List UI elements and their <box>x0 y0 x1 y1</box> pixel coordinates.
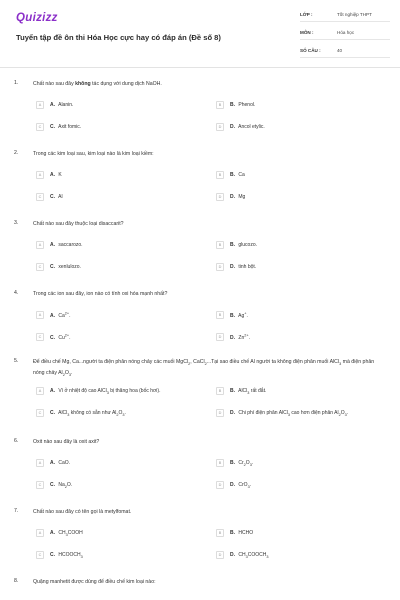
option-label: A. <box>50 387 55 394</box>
option-text <box>230 410 348 417</box>
option-text <box>50 242 83 248</box>
option-letter-box: D <box>216 481 224 489</box>
option-text <box>230 460 253 467</box>
option-text <box>230 194 245 200</box>
option-letter-box: B <box>216 387 224 395</box>
meta-value: Tốt nghiệp THPT <box>337 12 372 17</box>
option-label: A. <box>50 529 55 536</box>
option-content: xenlulozo. <box>57 264 81 270</box>
option-content: $CH_3COOH$ <box>57 529 83 537</box>
question-number: 5. <box>14 358 19 364</box>
option-content: AlCl$_3$ rất đắt. <box>237 387 267 395</box>
option-label: C. <box>50 264 55 270</box>
option-label: B. <box>230 102 235 108</box>
option-letter-box: A <box>36 241 44 249</box>
option-text <box>230 552 269 559</box>
answer-option-c[interactable] <box>36 480 72 490</box>
answer-option-a[interactable] <box>36 100 73 110</box>
option-text <box>230 311 248 319</box>
option-content: CaO. <box>57 460 71 466</box>
option-letter-box: C <box>36 409 44 417</box>
option-letter-box: A <box>36 101 44 109</box>
option-text <box>230 333 250 341</box>
option-label: B. <box>230 172 235 178</box>
answer-option-a[interactable] <box>36 310 71 320</box>
question-number: 4. <box>14 290 19 296</box>
option-content: saccarozo. <box>57 242 83 248</box>
option-content: AlCl$_3$ không có sẵn như $Al_2O_3$. <box>57 409 126 417</box>
question-number: 3. <box>14 220 19 226</box>
option-label: C. <box>50 551 55 558</box>
question-text: Chất nào sau đây có tên gọi là metylfomat. <box>33 509 132 515</box>
option-letter-box: D <box>216 333 224 341</box>
option-letter-box: D <box>216 193 224 201</box>
answer-option-d[interactable] <box>216 332 250 342</box>
option-content: $Cu^{2+}$. <box>57 333 71 341</box>
option-label: C. <box>50 481 55 488</box>
option-text <box>50 333 71 341</box>
page-title: Tuyển tập đề ôn thi Hóa Học cực hay có đáp án (Đề số 8) <box>16 33 221 42</box>
option-label: A. <box>50 460 55 466</box>
question-number: 7. <box>14 508 19 514</box>
option-text <box>50 552 83 559</box>
answer-option-b[interactable] <box>216 310 248 320</box>
option-label: D. <box>230 409 235 416</box>
answer-option-c[interactable] <box>36 262 81 272</box>
option-content: Ancol etylic. <box>237 124 265 130</box>
option-letter-box: B <box>216 101 224 109</box>
answer-option-a[interactable] <box>36 240 83 250</box>
option-label: C. <box>50 124 55 130</box>
meta-label: MÔN : <box>300 30 314 35</box>
option-text <box>50 194 63 200</box>
question-text: Trong các ion sau đây, ion nào có tính oxi hóa mạnh nhất? <box>33 291 168 297</box>
option-content: Ag+. <box>237 311 248 319</box>
option-content: Phenol. <box>237 102 256 108</box>
option-label: C. <box>50 409 55 416</box>
option-content: $Na_2O$. <box>57 481 73 489</box>
option-letter-box: C <box>36 263 44 271</box>
option-text <box>50 530 83 537</box>
option-label: D. <box>230 334 235 341</box>
answer-option-c[interactable] <box>36 408 126 418</box>
question-number: 2. <box>14 150 19 156</box>
option-content: Mg <box>237 194 246 200</box>
question-text: Oxit nào sau đây là oxit axit? <box>33 439 100 445</box>
quizizz-logo: Quizizz <box>16 12 58 24</box>
answer-option-a[interactable] <box>36 458 70 468</box>
answer-option-d[interactable] <box>216 550 269 560</box>
meta-row-subject <box>300 26 390 40</box>
option-content: Ca <box>237 172 245 178</box>
answer-option-d[interactable] <box>216 192 245 202</box>
option-letter-box: A <box>36 171 44 179</box>
option-label: B. <box>230 530 235 536</box>
answer-option-c[interactable] <box>36 332 71 342</box>
option-letter-box: C <box>36 193 44 201</box>
option-label: A. <box>50 102 55 108</box>
question-text: Để điều chế Mg, Ca...người ta điện phân nóng chảy các muối MgCl$_2$, CaCl$_2$...Tại sao điều chế Al người ta không điện phân muối AlCl$_3$ mà điện phân nóng chảy $Al_2O_3$. <box>33 359 375 377</box>
option-text <box>50 264 81 270</box>
option-label: B. <box>230 312 235 319</box>
answer-option-b[interactable] <box>216 528 253 538</box>
option-content: K <box>57 172 62 178</box>
answer-option-a[interactable] <box>36 528 83 538</box>
option-content: Axit fomic. <box>57 124 82 130</box>
option-label: A. <box>50 242 55 248</box>
option-text <box>50 482 72 489</box>
answer-option-b[interactable] <box>216 100 255 110</box>
option-text <box>50 172 62 178</box>
answer-option-c[interactable] <box>36 192 63 202</box>
option-content: $CH_3COOCH_3$ <box>237 551 269 559</box>
option-content: Chi phí điện phân AlCl$_3$ cao hơn điện phân $Al_2O_3$. <box>237 409 349 417</box>
option-content: $Ca^{2+}$. <box>57 311 71 319</box>
option-text <box>50 388 160 395</box>
option-label: D. <box>230 124 235 130</box>
option-content: $Zn^{2+}$. <box>237 333 250 341</box>
option-letter-box: A <box>36 529 44 537</box>
header-divider <box>0 67 400 68</box>
option-letter-box: D <box>216 551 224 559</box>
option-text <box>50 102 73 108</box>
answer-option-d[interactable] <box>216 262 256 272</box>
option-letter-box: A <box>36 459 44 467</box>
option-text <box>230 482 251 489</box>
option-label: A. <box>50 312 55 319</box>
option-content: HCHO <box>237 530 254 536</box>
option-text <box>230 388 266 395</box>
meta-panel <box>300 8 390 62</box>
option-text <box>50 410 126 417</box>
answer-option-b[interactable] <box>216 458 253 468</box>
meta-value: 40 <box>337 48 343 53</box>
option-letter-box: C <box>36 551 44 559</box>
answer-option-a[interactable] <box>36 386 160 396</box>
answer-option-b[interactable] <box>216 386 266 396</box>
option-letter-box: B <box>216 241 224 249</box>
question-number: 6. <box>14 438 19 444</box>
option-content: $HCOOCH_3$ <box>57 551 83 559</box>
answer-option-d[interactable] <box>216 480 251 490</box>
option-letter-box: B <box>216 311 224 319</box>
option-label: C. <box>50 334 55 341</box>
option-label: C. <box>50 194 55 200</box>
option-text <box>230 102 255 108</box>
option-letter-box: D <box>216 409 224 417</box>
meta-label: LỚP : <box>300 12 313 17</box>
meta-label: SỐ CÂU : <box>300 48 321 53</box>
answer-option-d[interactable] <box>216 122 265 132</box>
option-text <box>230 530 253 536</box>
question-text: Chất nào sau đây thuộc loại disaccarit? <box>33 221 124 227</box>
question-number: 8. <box>14 578 19 584</box>
option-label: D. <box>230 481 235 488</box>
option-letter-box: B <box>216 459 224 467</box>
meta-value: Hóa học <box>337 30 355 35</box>
question-text: Trong các kim loại sau, kim loại nào là kim loại kiềm: <box>33 151 154 157</box>
option-letter-box: C <box>36 333 44 341</box>
meta-row-class <box>300 8 390 22</box>
option-label: D. <box>230 264 235 270</box>
option-content: tinh bột. <box>237 264 257 270</box>
option-text <box>50 460 70 466</box>
option-letter-box: B <box>216 529 224 537</box>
option-content: Vì ở nhiệt độ cao AlCl$_3$ bị thăng hoa (bốc hơi). <box>57 387 161 395</box>
option-text <box>50 124 81 130</box>
answer-option-d[interactable] <box>216 408 348 418</box>
option-label: B. <box>230 459 235 466</box>
option-text <box>230 172 245 178</box>
option-letter-box: D <box>216 263 224 271</box>
option-label: A. <box>50 172 55 178</box>
question-number: 1. <box>14 80 19 86</box>
option-label: B. <box>230 242 235 248</box>
option-letter-box: B <box>216 171 224 179</box>
option-letter-box: C <box>36 481 44 489</box>
option-content: $Cr_2O_3$. <box>237 459 254 467</box>
answer-option-b[interactable] <box>216 240 257 250</box>
option-letter-box: A <box>36 311 44 319</box>
option-text <box>230 242 257 248</box>
question-text: Chất nào sau đây không tác dụng với dung dịch NaOH. <box>33 81 162 87</box>
option-letter-box: D <box>216 123 224 131</box>
option-label: D. <box>230 194 235 200</box>
option-text <box>230 264 256 270</box>
option-label: D. <box>230 551 235 558</box>
option-content: Alanin. <box>57 102 74 108</box>
option-text <box>230 124 265 130</box>
option-letter-box: C <box>36 123 44 131</box>
page-header <box>0 0 400 70</box>
question-text: Quặng manhetit được dùng để điều chế kim loại nào: <box>33 579 156 585</box>
option-letter-box: A <box>36 387 44 395</box>
answer-option-c[interactable] <box>36 122 81 132</box>
answer-option-a[interactable] <box>36 170 62 180</box>
option-content: CrO$_3$. <box>237 481 252 489</box>
option-content: glucozo. <box>237 242 258 248</box>
option-label: B. <box>230 387 235 394</box>
meta-row-count <box>300 44 390 58</box>
option-text <box>50 311 71 319</box>
option-content: Al <box>57 194 63 200</box>
answer-option-c[interactable] <box>36 550 83 560</box>
answer-option-b[interactable] <box>216 170 245 180</box>
